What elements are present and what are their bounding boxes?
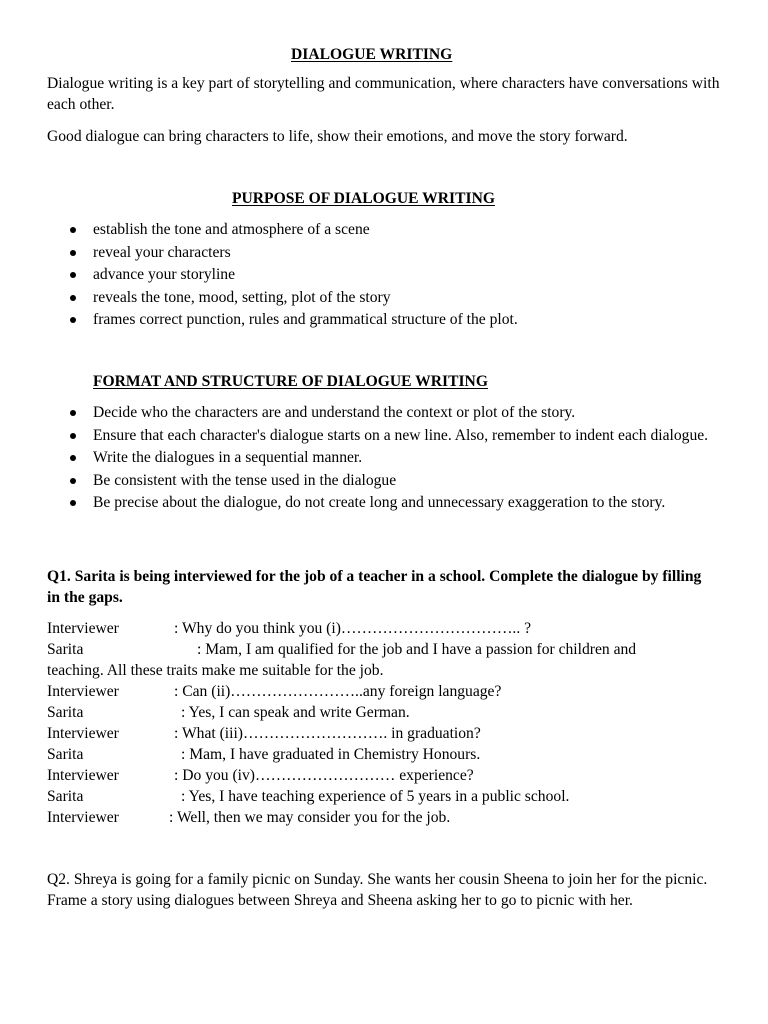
format-item: Be precise about the dialogue, do not create long and unnecessary exaggeration to the story. — [47, 492, 727, 513]
page-title: DIALOGUE WRITING — [291, 46, 453, 63]
speaker-label: Sarita — [47, 641, 84, 658]
dialogue-line — [47, 765, 727, 786]
speaker-label: Interviewer — [47, 683, 119, 700]
format-item: Be consistent with the tense used in the dialogue — [47, 470, 727, 491]
bullet-icon — [70, 227, 76, 233]
question-2: Q2. Shreya is going for a family picnic on Sunday. She wants her cousin Sheena to join her for the picnic. Frame a story using dialogues between Shreya and Sheena asking her to go to picnic with her. — [47, 871, 708, 909]
dialogue-line — [47, 702, 727, 723]
dialogue-text: : Mam, I have graduated in Chemistry Honours. — [181, 746, 481, 763]
dialogue-line — [47, 639, 727, 660]
purpose-list — [47, 219, 727, 332]
dialogue-text: : Yes, I can speak and write German. — [181, 704, 410, 721]
speaker-label: Interviewer — [47, 725, 119, 742]
speaker-label: Sarita — [47, 704, 84, 721]
dialogue-text: : Yes, I have teaching experience of 5 years in a public school. — [181, 788, 570, 805]
bullet-icon — [70, 455, 76, 461]
intro-paragraph-2: Good dialogue can bring characters to life, show their emotions, and move the story forward. — [47, 128, 628, 145]
dialogue-text: : Can (ii)……………………..any foreign language? — [174, 683, 502, 700]
speaker-label: Sarita — [47, 788, 84, 805]
dialogue-text: : Why do you think you (i)…………………………….. ? — [174, 620, 532, 637]
bullet-icon — [70, 295, 76, 301]
format-list — [47, 402, 727, 515]
dialogue-text: : Well, then we may consider you for the job. — [169, 809, 451, 826]
speaker-label: Interviewer — [47, 767, 119, 784]
format-item: Ensure that each character's dialogue starts on a new line. Also, remember to indent each dialogue. — [47, 425, 727, 446]
dialogue-block — [47, 618, 727, 828]
format-heading: FORMAT AND STRUCTURE OF DIALOGUE WRITING — [93, 373, 488, 390]
speaker-label: Sarita — [47, 746, 84, 763]
bullet-icon — [70, 250, 76, 256]
dialogue-line — [47, 786, 727, 807]
dialogue-line — [47, 618, 727, 639]
purpose-item: reveals the tone, mood, setting, plot of the story — [47, 287, 727, 308]
bullet-icon — [70, 317, 76, 323]
intro-paragraph-1: Dialogue writing is a key part of storytelling and communication, where characters have conversations with each other. — [47, 75, 720, 113]
dialogue-line — [47, 807, 727, 828]
speaker-label: Interviewer — [47, 620, 119, 637]
dialogue-text: : Mam, I am qualified for the job and I have a passion for children and — [197, 641, 637, 658]
dialogue-line — [47, 723, 727, 744]
format-item: Decide who the characters are and understand the context or plot of the story. — [47, 402, 727, 423]
dialogue-line — [47, 744, 727, 765]
format-item: Write the dialogues in a sequential manner. — [47, 447, 727, 468]
dialogue-line — [47, 681, 727, 702]
speaker-label: Interviewer — [47, 809, 119, 826]
purpose-item: advance your storyline — [47, 264, 727, 285]
bullet-icon — [70, 478, 76, 484]
purpose-item: establish the tone and atmosphere of a scene — [47, 219, 727, 240]
purpose-heading: PURPOSE OF DIALOGUE WRITING — [232, 190, 495, 207]
bullet-icon — [70, 500, 76, 506]
dialogue-text: : What (iii)………………………. in graduation? — [174, 725, 481, 742]
dialogue-text: : Do you (iv)……………………… experience? — [174, 767, 474, 784]
purpose-item: frames correct punction, rules and grammatical structure of the plot. — [47, 309, 727, 330]
purpose-item: reveal your characters — [47, 242, 727, 263]
bullet-icon — [70, 272, 76, 278]
question-1: Q1. Sarita is being interviewed for the job of a teacher in a school. Complete the dialogue by filling in the gaps. — [47, 568, 702, 606]
bullet-icon — [70, 410, 76, 416]
bullet-icon — [70, 433, 76, 439]
dialogue-continuation: teaching. All these traits make me suitable for the job. — [47, 662, 384, 679]
